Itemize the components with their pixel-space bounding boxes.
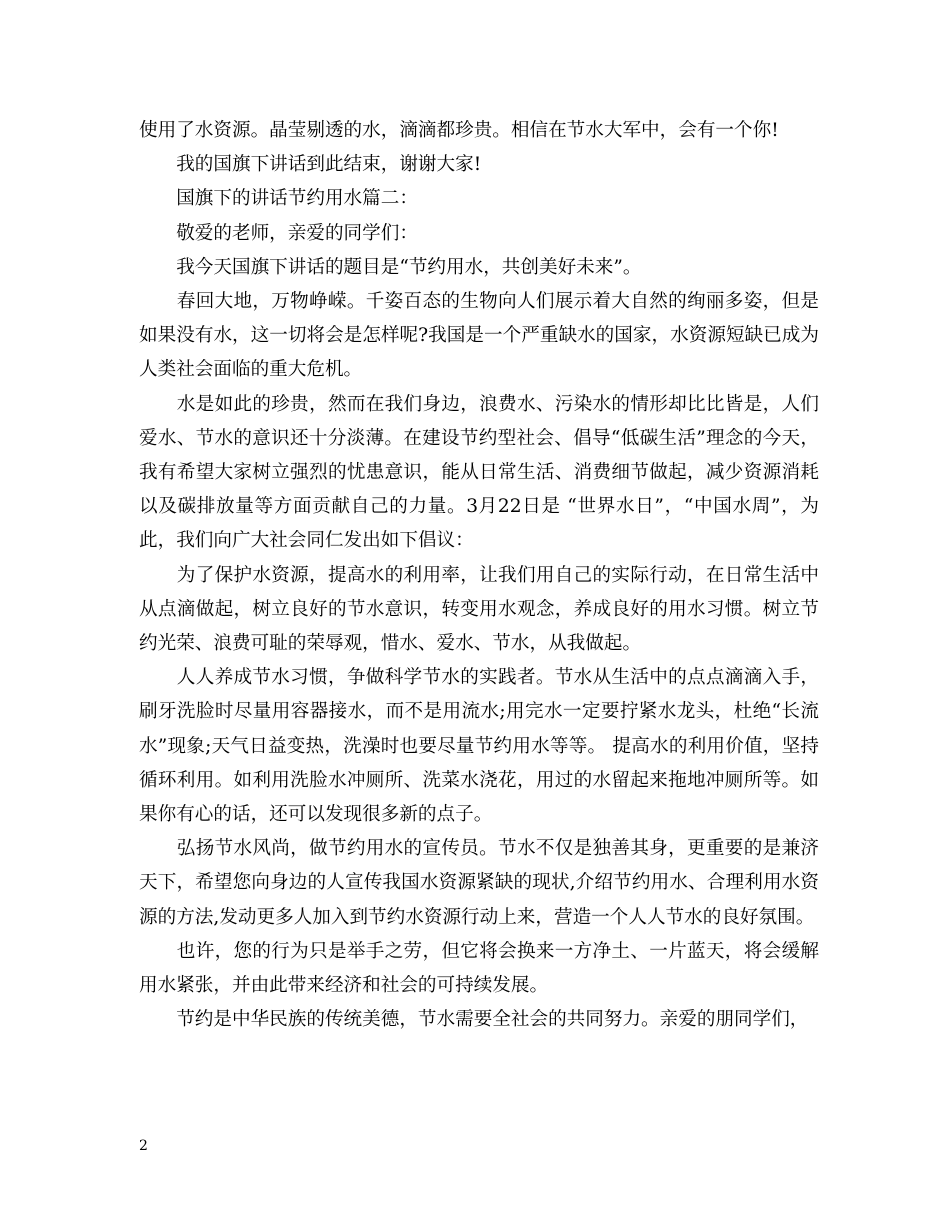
paragraph-promote-saving: 弘扬节水风尚，做节约用水的宣传员。节水不仅是独善其身，更重要的是兼济天下，希望您向身边的人宣传我国水资源紧缺的现状,介绍节约用水、合理利用水资源的方法,发动更多人加入到节约水资源行动上来，营造一个人人节水的良好氛围。 (139, 838, 819, 928)
paragraph-salutation: 敬爱的老师，亲爱的同学们： (139, 222, 418, 244)
paragraph-traditional-virtue: 节约是中华民族的传统美德，节水需要全社会的共同努力。亲爱的朋同学们， (139, 1009, 809, 1031)
paragraph-speech-topic: 我今天国旗下讲话的题目是“节约用水，共创美好未来”。 (139, 256, 642, 278)
paragraph-closing-remark: 我的国旗下讲话到此结束，谢谢大家! (139, 154, 482, 176)
section-heading: 国旗下的讲话节约用水篇二： (139, 188, 418, 210)
paragraph-continuation: 使用了水资源。晶莹剔透的水，滴滴都珍贵。相信在节水大军中，会有一个你! (139, 120, 779, 141)
paragraph-water-awareness: 水是如此的珍贵，然而在我们身边，浪费水、污染水的情形却比比皆是，人们爱水、节水的意识还十分淡薄。在建设节约型社会、倡导“低碳生活”理念的今天，我有希望大家树立强烈的忧患意识，能从日常生活、消费细节做起，减少资源消耗以及碳排放量等方面贡献自己的力量。3月22日是 “世界水日”，“中国水周”，为此，我们向广大社会同仁发出如下倡议： (139, 393, 819, 552)
document-body (139, 114, 819, 1037)
paragraph-small-actions: 也许，您的行为只是举手之劳，但它将会换来一方净土、一片蓝天，将会缓解用水紧张，并由此带来经济和社会的可持续发展。 (139, 940, 819, 997)
paragraph-water-crisis: 春回大地，万物峥嵘。千姿百态的生物向人们展示着大自然的绚丽多姿，但是如果没有水，这一切将会是怎样呢?我国是一个严重缺水的国家，水资源短缺已成为人类社会面临的重大危机。 (139, 291, 819, 381)
paragraph-protect-water: 为了保护水资源，提高水的利用率，让我们用自己的实际行动，在日常生活中从点滴做起，树立良好的节水意识，转变用水观念，养成良好的用水习惯。树立节约光荣、浪费可耻的荣辱观，惜水、爱水、节水，从我做起。 (139, 564, 819, 655)
paragraph-saving-habits: 人人养成节水习惯，争做科学节水的实践者。节水从生活中的点点滴滴入手，刷牙洗脸时尽量用容器接水，而不是用流水;用完水一定要拧紧水龙头，杜绝“长流水”现象;天气日益变热，洗澡时也要尽量节约用水等等。 提高水的利用价值，坚持循环利用。如利用洗脸水冲厕所、洗菜水浇花，用过的水留起来拖地冲厕所等。如果你有心的话，还可以发现很多新的点子。 (139, 667, 819, 826)
page-number: 2 (139, 1138, 148, 1154)
